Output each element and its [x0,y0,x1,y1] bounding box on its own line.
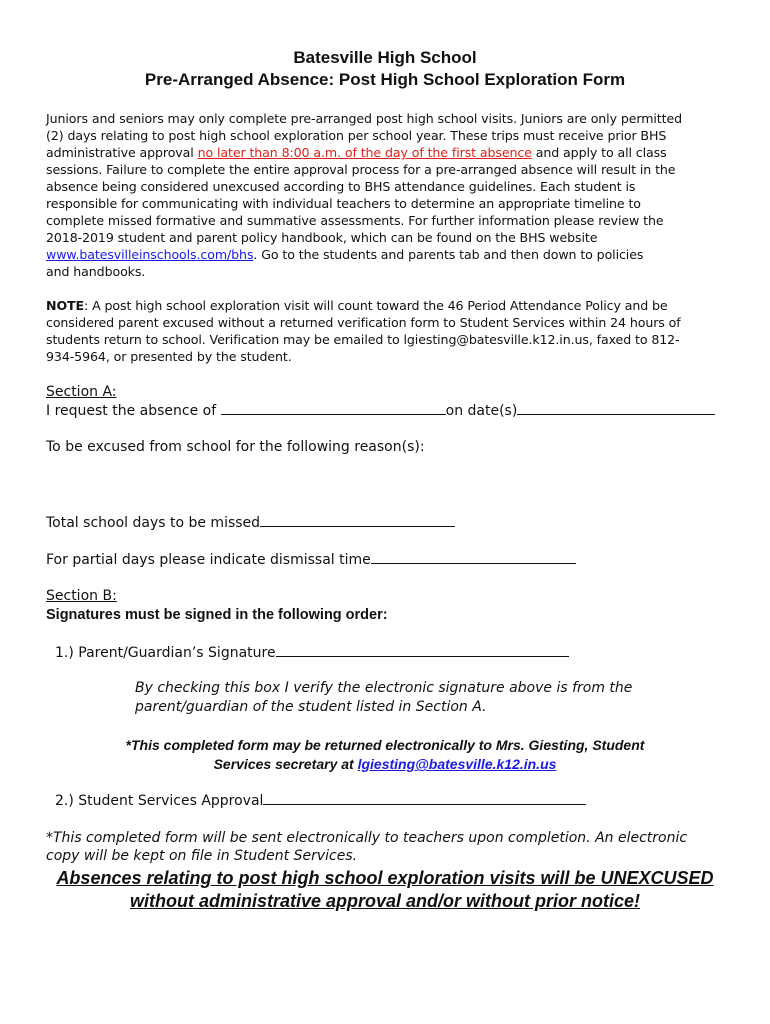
label: 1.) Parent/Guardian’s Signature [55,645,276,661]
email-link[interactable]: lgiesting@batesville.k12.in.us [357,756,557,772]
parent-signature-line [55,644,569,661]
text-line [46,144,667,161]
form-title: Pre-Arranged Absence: Post High School Exploration Form [144,70,626,89]
section-a-heading: Section A: [46,384,117,400]
checkbox-statement: By checking this box I verify the electronic signature above is from the [135,680,633,696]
total-days-field[interactable] [260,514,455,527]
label: I request the absence of [46,403,221,419]
partial-days-line [46,551,576,568]
approval-signature-field[interactable] [263,792,586,805]
signature-order-label: Signatures must be signed in the following order: [46,607,388,623]
website-link[interactable]: www.batesvilleinschools.com/bhs [46,247,254,262]
text-line: and handbooks. [46,264,146,279]
text-line: sessions. Failure to complete the entire approval process for a pre-arranged absence will result in the [46,162,676,177]
dates-field[interactable] [517,402,715,415]
text-line: complete missed formative and summative assessments. For further information please review the [46,213,664,228]
student-name-field[interactable] [221,402,446,415]
text: . Go to the students and parents tab and then down to policies [253,247,644,262]
reason-label: To be excused from school for the following reason(s): [46,439,425,455]
return-note-2 [0,756,770,772]
warning-text: Absences relating to post high school exploration visits will be UNEXCUSED [56,868,714,888]
total-days-line [46,514,455,531]
text-line: absence being considered unexcused according to BHS attendance guidelines. Each student is [46,179,636,194]
sent-note-2: copy will be kept on file in Student Services. [46,848,358,864]
text: Services secretary at [213,756,358,772]
parent-signature-field[interactable] [276,644,569,657]
text-line: Juniors and seniors may only complete pre-arranged post high school visits. Juniors are only permitted [46,111,683,126]
section-b-heading: Section B: [46,588,117,604]
text-line [46,246,643,263]
note-label: NOTE [46,298,85,313]
label: 2.) Student Services Approval [55,793,264,809]
return-note: *This completed form may be returned electronically to Mrs. Giesting, Student [125,737,645,753]
text-line [46,297,668,314]
warning-text-2: without administrative approval and/or without prior notice! [129,891,641,911]
deadline-text: no later than 8:00 a.m. of the day of the first absence [197,145,532,160]
text-line: 934-5964, or presented by the student. [46,349,292,364]
text-line: considered parent excused without a returned verification form to Student Services within 24 hours of [46,315,681,330]
label: on date(s) [445,403,518,419]
text-line: responsible for communicating with individual teachers to determine an appropriate timeline to [46,196,641,211]
text-line: students return to school. Verification may be emailed to lgiesting@batesville.k12.in.us, faxed to 812- [46,332,680,347]
label: Total school days to be missed [46,515,261,531]
text: and apply to all class [531,145,667,160]
text: : A post high school exploration visit will count toward the 46 Period Attendance Policy and be [84,298,668,313]
sent-note: *This completed form will be sent electronically to teachers upon completion. An electronic [46,830,688,846]
text: administrative approval [46,145,198,160]
label: For partial days please indicate dismissal time [46,552,371,568]
checkbox-statement-2: parent/guardian of the student listed in Section A. [135,699,487,715]
approval-line [55,792,586,809]
request-line [46,402,715,419]
text-line: 2018-2019 student and parent policy handbook, which can be found on the BHS website [46,230,598,245]
school-title: Batesville High School [293,48,477,67]
text-line: (2) days relating to post high school exploration per school year. These trips must receive prior BHS [46,128,667,143]
dismissal-time-field[interactable] [371,551,576,564]
